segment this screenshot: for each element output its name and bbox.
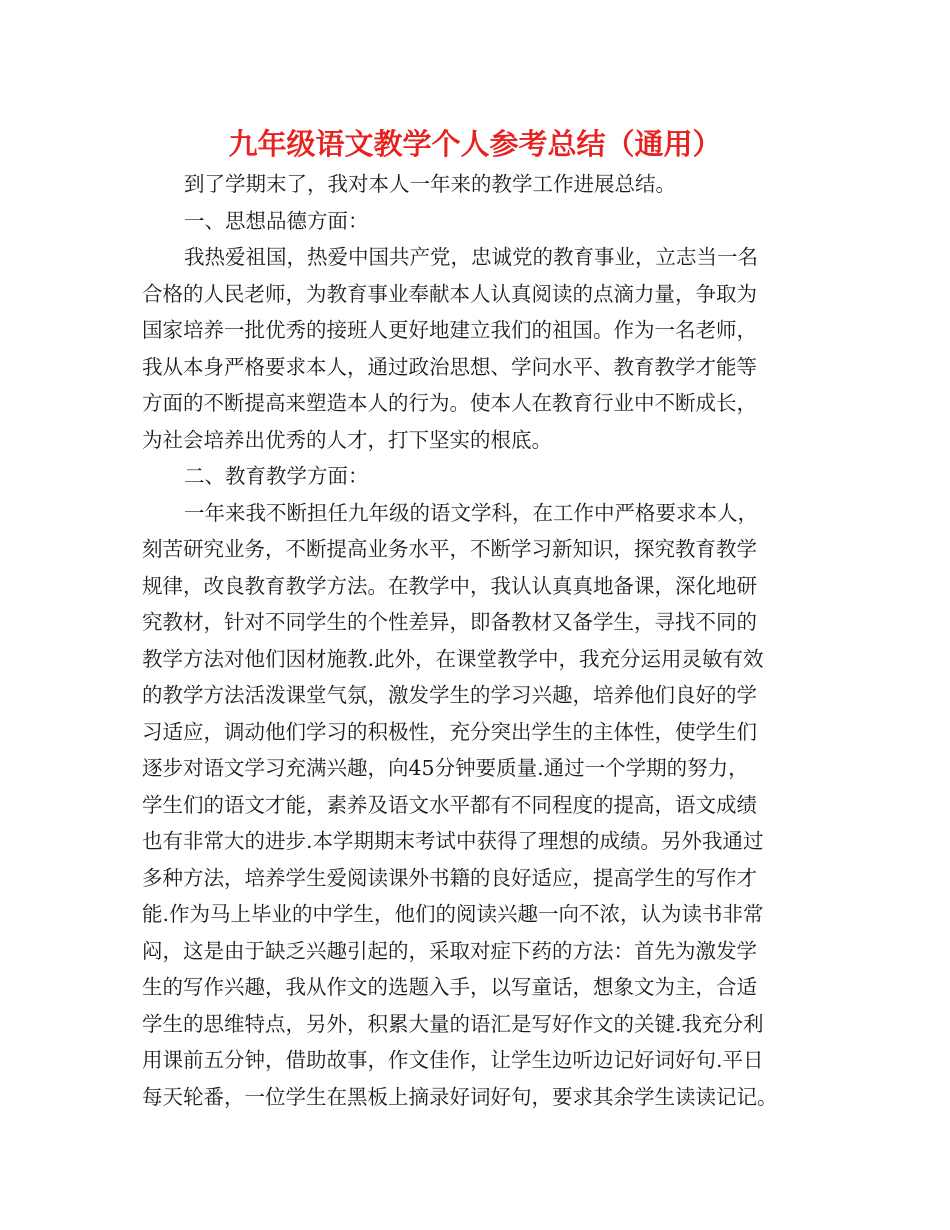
body-line: 生的写作兴趣，我从作文的选题入手，以写童话，想象文为主，合适	[142, 975, 757, 999]
body-line: 我热爱祖国，热爱中国共产党，忠诚党的教育事业，立志当一名	[184, 245, 758, 269]
body-line: 究教材，针对不同学生的个性差异，即备教材又备学生，寻找不同的	[142, 610, 757, 634]
body-line: 教学方法对他们因材施教.此外，在课堂教学中，我充分运用灵敏有效	[142, 646, 764, 671]
body-line: 为社会培养出优秀的人才，打下坚实的根底。	[142, 427, 552, 452]
body-line: 国家培养一批优秀的接班人更好地建立我们的祖国。作为一名老师，	[142, 318, 757, 342]
body-line: 闷，这是由于缺乏兴趣引起的，采取对症下药的方法：首先为激发学	[142, 938, 757, 963]
body-line: 能.作为马上毕业的中学生，他们的阅读兴趣一向不浓，认为读书非常	[142, 902, 764, 926]
body-line: 二、教育教学方面：	[184, 464, 369, 488]
body-line: 刻苦研究业务，不断提高业务水平，不断学习新知识，探究教育教学	[142, 537, 757, 561]
body-line: 多种方法，培养学生爱阅读课外书籍的良好适应，提高学生的写作才	[142, 865, 757, 890]
body-line: 我从本身严格要求本人，通过政治思想、学问水平、教育教学才能等	[142, 354, 757, 379]
body-line: 用课前五分钟，借助故事，作文佳作，让学生边听边记好词好句.平日	[142, 1048, 764, 1072]
body-line: 方面的不断提高来塑造本人的行为。使本人在教育行业中不断成长，	[142, 391, 757, 415]
body-line: 合格的人民老师，为教育事业奉献本人认真阅读的点滴力量，争取为	[142, 281, 757, 306]
body-line: 一年来我不断担任九年级的语文学科，在工作中严格要求本人，	[184, 500, 758, 525]
body-line: 的教学方法活泼课堂气氛，激发学生的学习兴趣，培养他们良好的学	[142, 683, 757, 707]
body-line: 也有非常大的进步.本学期期末考试中获得了理想的成绩。另外我通过	[142, 829, 764, 853]
body-line: 一、思想品德方面：	[184, 208, 369, 233]
body-line: 学生们的语文才能，素养及语文水平都有不同程度的提高，语文成绩	[142, 792, 757, 817]
body-line: 习适应，调动他们学习的积极性，充分突出学生的主体性，使学生们	[142, 719, 757, 744]
body-line: 每天轮番，一位学生在黑板上摘录好词好句，要求其余学生读读记记。	[142, 1084, 778, 1109]
body-line: 逐步对语文学习充满兴趣，向45分钟要质量.通过一个学期的努力，	[142, 756, 749, 780]
body-line: 到了学期末了，我对本人一年来的教学工作进展总结。	[184, 172, 676, 196]
body-line: 规律，改良教育教学方法。在教学中，我认认真真地备课，深化地研	[142, 573, 757, 598]
body-line: 学生的思维特点，另外，积累大量的语汇是写好作文的关键.我充分利	[142, 1011, 764, 1036]
document-title: 九年级语文教学个人参考总结（通用）	[228, 127, 722, 161]
